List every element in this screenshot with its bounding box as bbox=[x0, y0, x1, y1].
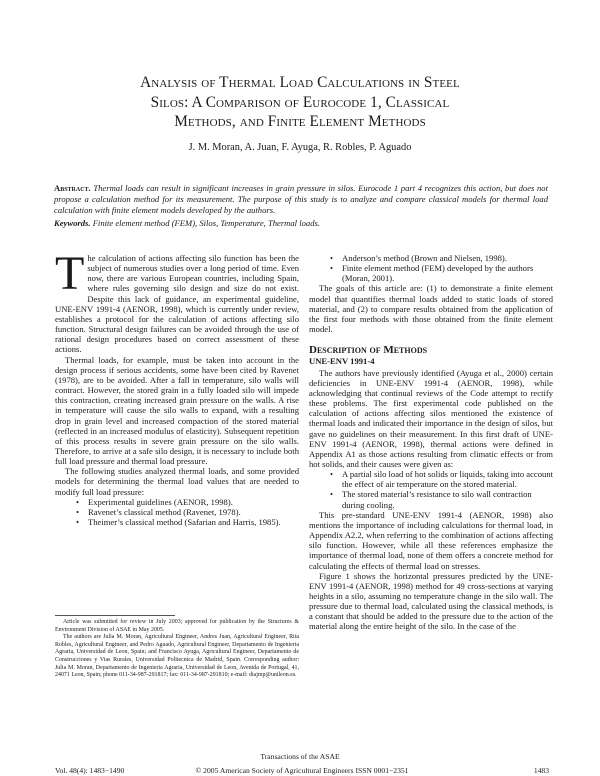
body-paragraph: The authors have previously identified (Ayuga et al., 2000) certain deficiencies in UNE-ENV 1991-4 (AENOR, 1998), while acknowledging that continual reviews of the Code attempt to rectify these problems. The first experimental code published on the calculation of actions affecting silos mentioned the existence of thermal loads and indicated their importance in the design of silos, but gave no guidelines on their measurement. In this first draft of UNE-ENV 1991-4 (AENOR, 1998), thermal actions were defined in Appendix A1 as those actions resulting from climatic effects or from hot solids, and their causes were given as: bbox=[309, 367, 553, 469]
body-paragraph: This pre-standard UNE-ENV 1991-4 (AENOR, 1998) also mentions the importance of including calculations for thermal load, in Appendix A2.2, when referring to the combination of actions affecting silo function. However, while all these references emphasize the importance of thermal load, none of them offers a concrete method for calculating the effects of thermal load on stresses. bbox=[309, 509, 553, 571]
methods-list bbox=[55, 497, 299, 527]
author-list: J. M. Moran, A. Juan, F. Ayuga, R. Robles, P. Aguado bbox=[188, 142, 412, 153]
page-number: 1483 bbox=[533, 766, 549, 775]
list-item: • A partial silo load of hot solids or liquids, taking into account the effect of air temperature on the stored material. bbox=[330, 469, 553, 489]
list-item: • The stored material’s resistance to silo wall contraction during cooling. bbox=[330, 489, 553, 509]
body-paragraph: Figure 1 shows the horizontal pressures predicted by the UNE-ENV 1991-4 (AENOR, 1998) method for 49 cross-sections at varying heights in a silo, assuming no temperature change in the silo wall. The pressure due to thermal load, calculated using the classical methods, is a constant that should be added to the pressure due to the action of the material along the entire height of the silo. In the case of the bbox=[309, 570, 553, 632]
title-line: Analysis of Thermal Load Calculations in Steel bbox=[140, 74, 460, 91]
abstract-label: Abstract. bbox=[54, 183, 91, 193]
list-item: • Theimer’s classical method (Safarian and Harris, 1985). bbox=[76, 517, 299, 527]
body-paragraph: The following studies analyzed thermal loads, and some provided models for determining the thermal load values that are needed to modify full load pressure: bbox=[55, 466, 299, 497]
intro-paragraph bbox=[55, 247, 299, 355]
list-item: • Experimental guidelines (AENOR, 1998). bbox=[76, 497, 299, 507]
title-line: Methods, and Finite Element Methods bbox=[174, 113, 426, 130]
list-item: • Ravenet’s classical method (Ravenet, 1978). bbox=[76, 507, 299, 517]
title-line: Silos: A Comparison of Eurocode 1, Classical bbox=[150, 93, 450, 111]
keywords-text: Finite element method (FEM), Silos, Temperature, Thermal loads. bbox=[92, 218, 320, 228]
volume-info: Vol. 48(4): 1483−1490 bbox=[55, 766, 125, 775]
section-heading: Description of Methods bbox=[309, 344, 428, 357]
right-column bbox=[309, 253, 553, 632]
footnote-paragraph: Article was submitted for review in July 2003; approved for publication by the Structures & Environment Division of ASAE in May 2005. bbox=[55, 619, 299, 633]
list-item: • Finite element method (FEM) developed by the authors (Moran, 2001). bbox=[330, 263, 553, 283]
keywords-label: Keywords. bbox=[54, 218, 91, 228]
methods-list-continued bbox=[309, 253, 553, 283]
left-column bbox=[55, 247, 299, 528]
paper-title bbox=[40, 73, 560, 132]
copyright-line: © 2005 American Society of Agricultural Engineers ISSN 0001−2351 bbox=[195, 766, 409, 775]
footnote-block bbox=[55, 619, 299, 680]
drop-cap: T bbox=[55, 247, 85, 300]
intro-text: he calculation of actions affecting silo function has been the subject of numerous studies over a long period of time. Even now, there are various European countries, including Spain, where rules governing silo design and size do not exist. Despite this lack of guidance, an experimental guideline, UNE-ENV 1991-4 (AENOR, 1998), which is currently under review, establishes a protocol for the calculation of actions affecting silo function. Structural design failures can be avoided through the use of rational design procedures based on correct assessment of these actions. bbox=[55, 253, 299, 355]
body-paragraph: Thermal loads, for example, must be taken into account in the design process if serious accidents, some have been cited by Ravenet (1978), are to be avoided. After a fall in temperature, silo walls will contract. However, the stored grain in a fully loaded silo will impede this contraction, creating increased grain pressure on the walls. A rise in temperature will cause the silo walls to expand, with a resulting drop in grain level and increased compaction of the stored material (reflected in an increased modulus of elasticity). Subsequent repetition of this process results in severe grain pressure on the silo walls. Therefore, to arrive at a safe silo design, it is necessary to include both full load pressure and thermal load pressure. bbox=[55, 354, 299, 467]
list-item: • Anderson’s method (Brown and Nielsen, 1998). bbox=[330, 253, 553, 263]
body-paragraph: The goals of this article are: (1) to demonstrate a finite element model that quantifies thermal loads added to static loads of stored material, and (2) to compare results obtained from the application of the first four methods with those obtained from the finite element model. bbox=[309, 283, 553, 335]
causes-list bbox=[309, 469, 553, 510]
footnote-paragraph: The authors are Julia M. Moran, Agricultural Engineer, Andres Juan, Agricultural Engineer, Rita Robles, Agricultural Engineer, and Pedro Aguado, Agricultural Engineer, Departamento de Ingenieria Agraria, Universidad de Leon, Spain; and Francisco Ayuga, Agricultural Engineer, Departamento de Construcciones y Vias Rurales, Universidad Politecnica de Madrid, Spain. Corresponding author: Julia M. Moran, Departamento de Ingenieria Agraria, Universidad de Leon, Avenida de Portugal, 41, 24071 Leon, Spain; phone 011-34-987-291817; fax: 011-34-987-291810; e-mail: diajmp@unileon.es. bbox=[55, 634, 299, 679]
subsection-heading: UNE-ENV 1991-4 bbox=[309, 356, 375, 367]
running-title: Transactions of the ASAE bbox=[260, 752, 340, 761]
abstract-text: Thermal loads can result in significant increases in grain pressure in silos. Eurocode 1 part 4 recognizes this action, but does not propose a calculation method for its measurement. The purpose of this study is to analyze and compare classical models for thermal load calculation with finite element models developed by the authors. bbox=[54, 183, 548, 215]
footnote-divider bbox=[55, 615, 175, 616]
abstract-block bbox=[54, 183, 548, 229]
